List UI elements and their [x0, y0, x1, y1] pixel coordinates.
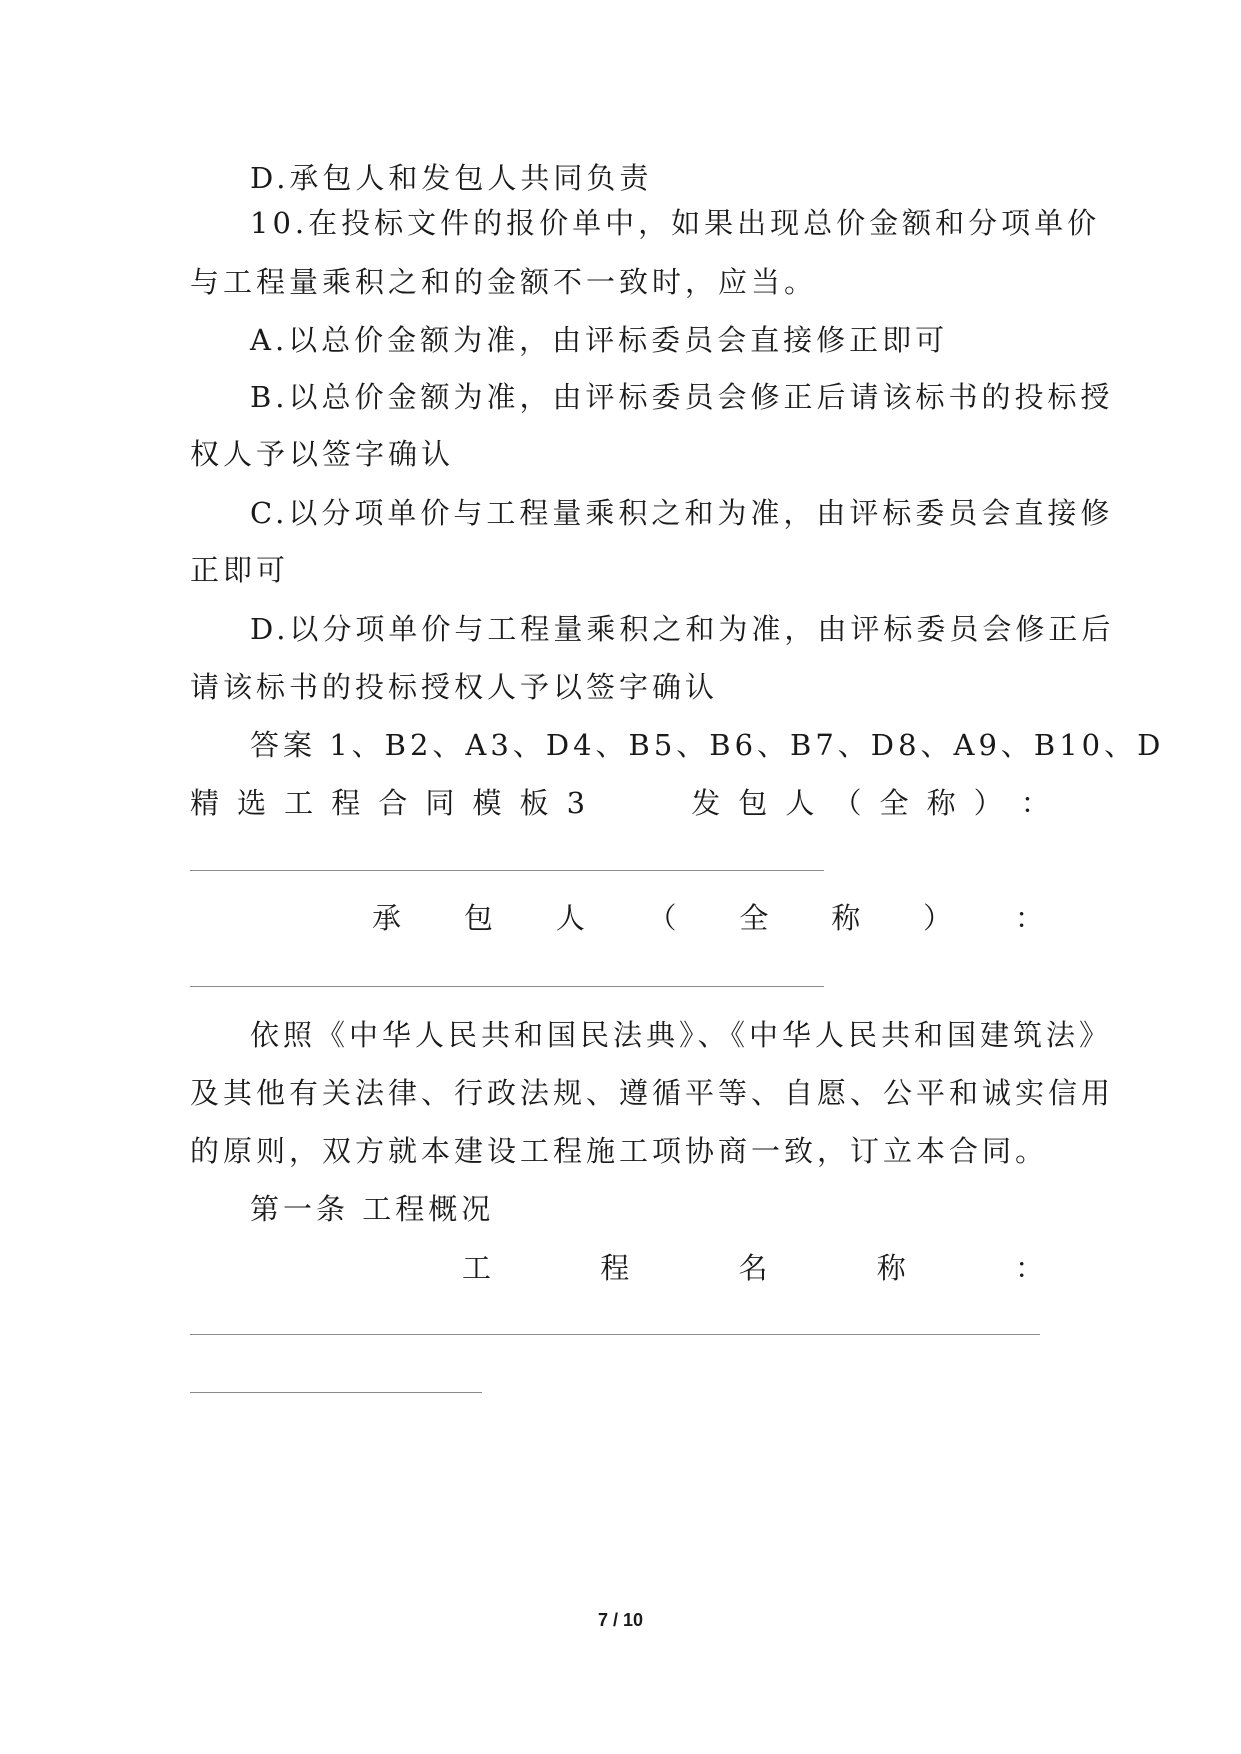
project-name-char: 称 [876, 1251, 906, 1285]
contractor-char: 承 [372, 901, 402, 935]
contractor-char: 称 [831, 901, 861, 935]
heading-char: 同 [425, 786, 455, 820]
option-b-line-1: B.以总价金额为准，由评标委员会修正后请该标书的投标授 [250, 380, 1114, 414]
contract-heading [190, 783, 1050, 823]
option-c-line-2: 正即可 [190, 553, 290, 587]
heading-char: 模 [472, 786, 502, 820]
heading-char: 人 [785, 786, 815, 820]
project-name-char: 工 [462, 1251, 492, 1285]
project-name-char: 程 [600, 1251, 630, 1285]
option-a: A.以总价金额为准，由评标委员会直接修正即可 [250, 323, 949, 357]
heading-char: 选 [237, 786, 267, 820]
option-d-line-2: 请该标书的投标授权人予以签字确认 [190, 670, 719, 704]
basis-line-2: 及其他有关法律、行政法规、遵循平等、自愿、公平和诚实信用 [190, 1076, 1115, 1110]
project-name-blank-1 [190, 1334, 1040, 1335]
contractor-name-blank [190, 986, 824, 987]
heading-char: 包 [738, 786, 768, 820]
question-10-line-1: 10.在投标文件的报价单中，如果出现总价金额和分项单价 [250, 206, 1101, 240]
heading-char: 合 [378, 786, 408, 820]
contractor-label [372, 898, 1044, 938]
employer-name-blank [190, 870, 824, 871]
project-name-label [462, 1248, 1044, 1288]
contractor-char: 包 [463, 901, 493, 935]
heading-char: 3 [566, 786, 586, 820]
contractor-char: ） [923, 901, 953, 935]
heading-char: 发 [691, 786, 721, 820]
heading-char: ： [1020, 786, 1050, 820]
page-number: 7 / 10 [597, 1610, 644, 1630]
contractor-char: 全 [739, 901, 769, 935]
project-name-blank-2 [190, 1392, 482, 1393]
option-d-prev: D.承包人和发包人共同负责 [250, 161, 653, 195]
heading-char: 工 [284, 786, 314, 820]
heading-char: 称 [926, 786, 956, 820]
contractor-char: ： [1014, 901, 1044, 935]
answer-key: 答案 1、B2、A3、D4、B5、B6、B7、D8、A9、B10、D [250, 728, 1165, 762]
heading-char: ） [973, 786, 1003, 820]
heading-char: 全 [879, 786, 909, 820]
option-c-line-1: C.以分项单价与工程量乘积之和为准，由评标委员会直接修 [250, 496, 1114, 530]
contractor-char: 人 [555, 901, 585, 935]
basis-line-3: 的原则，双方就本建设工程施工项协商一致，订立本合同。 [190, 1134, 1049, 1168]
option-d-line-1: D.以分项单价与工程量乘积之和为准，由评标委员会修正后 [250, 612, 1115, 646]
option-b-line-2: 权人予以签字确认 [190, 437, 455, 471]
basis-line-1: 依照《中华人民共和国民法典》、《中华人民共和国建筑法》 [250, 1018, 1113, 1052]
article-1-title: 第一条 工程概况 [250, 1192, 495, 1226]
contractor-char: （ [647, 901, 677, 935]
project-name-char: ： [1014, 1251, 1044, 1285]
heading-char: 精 [190, 786, 220, 820]
heading-char: （ [832, 786, 862, 820]
heading-char: 板 [519, 786, 549, 820]
project-name-char: 名 [738, 1251, 768, 1285]
question-10-line-2: 与工程量乘积之和的金额不一致时，应当。 [190, 265, 818, 299]
heading-char: 程 [331, 786, 361, 820]
